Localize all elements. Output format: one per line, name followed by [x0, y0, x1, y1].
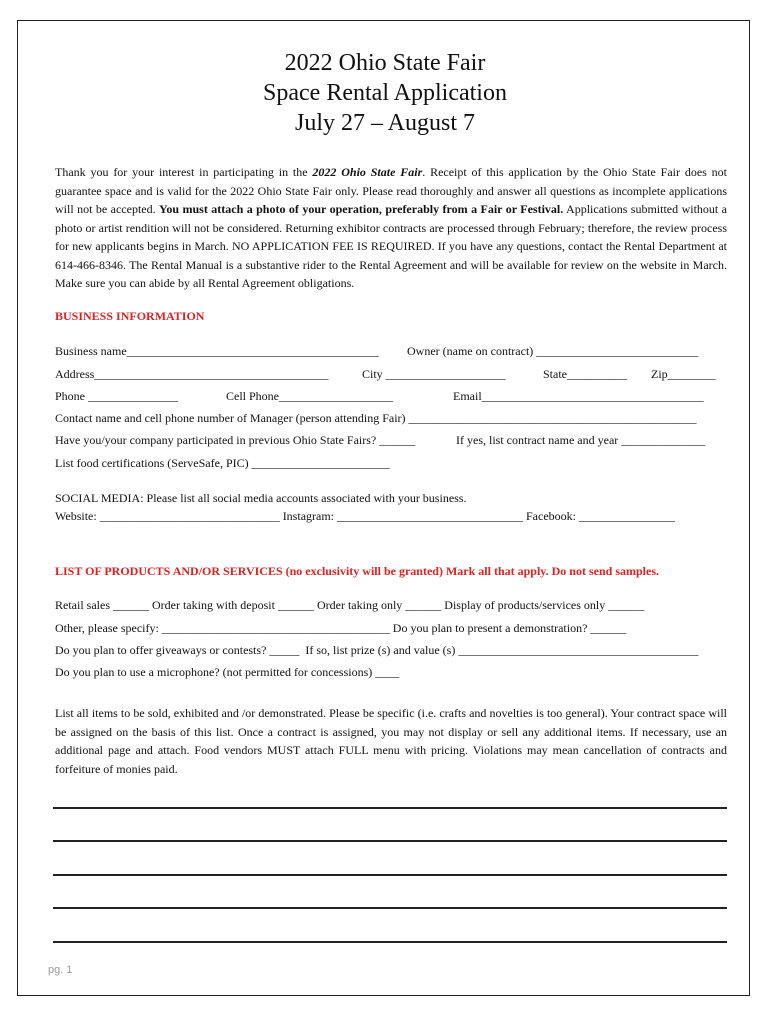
page-number: pg. 1	[48, 964, 73, 976]
products-heading: LIST OF PRODUCTS AND/OR SERVICES (no exclusivity will be granted) Mark all that apply. Do not send samples.	[55, 564, 659, 578]
intro-photo-requirement: You must attach a photo of your operation, preferably from a Fair or Festival.	[159, 202, 564, 216]
answer-line-2[interactable]	[53, 840, 727, 842]
answer-line-1[interactable]	[53, 807, 727, 809]
address-field[interactable]: Address_______________________________________	[55, 367, 329, 381]
contract-name-year-field[interactable]: If yes, list contract name and year ______________	[456, 433, 706, 447]
microphone-field[interactable]: Do you plan to use a microphone? (not permitted for concessions) ____	[55, 665, 400, 679]
intro-text-1: Thank you for your interest in participating in the	[55, 165, 313, 179]
manager-contact-field[interactable]: Contact name and cell phone number of Manager (person attending Fair) ________________________________________________	[55, 411, 697, 425]
business-name-field[interactable]: Business name__________________________________________	[55, 344, 379, 358]
answer-line-4[interactable]	[53, 907, 727, 909]
social-media-label: SOCIAL MEDIA: Please list all social media accounts associated with your business.	[55, 491, 467, 505]
title-line-3: July 27 – August 7	[294, 110, 476, 136]
answer-line-3[interactable]	[53, 874, 727, 876]
giveaways-fields[interactable]: Do you plan to offer giveaways or contests? _____ If so, list prize (s) and value (s) ________________________________________	[55, 643, 699, 657]
intro-paragraph	[55, 163, 727, 293]
city-field[interactable]: City ____________________	[362, 367, 506, 381]
state-field[interactable]: State__________	[543, 367, 627, 381]
answer-line-5[interactable]	[53, 941, 727, 943]
title-line-1: 2022 Ohio State Fair	[284, 50, 486, 76]
sales-type-fields[interactable]: Retail sales ______ Order taking with deposit ______ Order taking only ______ Display of products/services only ______	[55, 598, 645, 612]
phone-field[interactable]: Phone _______________	[55, 389, 178, 403]
previous-fairs-field[interactable]: Have you/your company participated in previous Ohio State Fairs? ______	[55, 433, 416, 447]
intro-text-2: . Receipt of this application by the Ohio State Fair does not guarantee space and is valid for the 2022 Ohio State Fair only. Please read thoroughly and answer all questions as incomplete applications will not be accepted.	[55, 165, 727, 216]
business-heading: BUSINESS INFORMATION	[55, 309, 205, 323]
cell-phone-field[interactable]: Cell Phone___________________	[226, 389, 393, 403]
intro-fair-name: 2022 Ohio State Fair	[312, 165, 423, 179]
other-demonstration-fields[interactable]: Other, please specify: ______________________________________ Do you plan to present a demonstration? ______	[55, 621, 627, 635]
intro-text-3: Applications submitted without a photo or artist rendition will not be considered. Returning exhibitor contracts are processed through February; therefore, the review process for new applicants begins in March. NO APPLICATION FEE IS REQUIRED. If you have any questions, contact the Rental Department at 614-466-8346. The Rental Manual is a substantive rider to the Rental Agreement and will be available for review on the website in March. Make sure you can abide by all Rental Agreement obligations.	[55, 202, 728, 290]
owner-name-field[interactable]: Owner (name on contract) ___________________________	[407, 344, 699, 358]
title-line-2: Space Rental Application	[263, 80, 507, 106]
items-instructions: List all items to be sold, exhibited and /or demonstrated. Please be specific (i.e. crafts and novelties is too general). Your contract space will be assigned on the basis of this list. Once a contract is assigned, you may not display or sell any additional items. If necessary, use an additional page and attach. Food vendors MUST attach FULL menu with pricing. Violations may mean cancellation of contracts and forfeiture of monies paid.	[55, 706, 727, 776]
social-media-fields[interactable]: Website: ______________________________ Instagram: _______________________________ Facebook: ________________	[55, 509, 675, 523]
zip-field[interactable]: Zip________	[651, 367, 716, 381]
email-field[interactable]: Email_____________________________________	[453, 389, 704, 403]
food-certifications-field[interactable]: List food certifications (ServeSafe, PIC) _______________________	[55, 456, 390, 470]
